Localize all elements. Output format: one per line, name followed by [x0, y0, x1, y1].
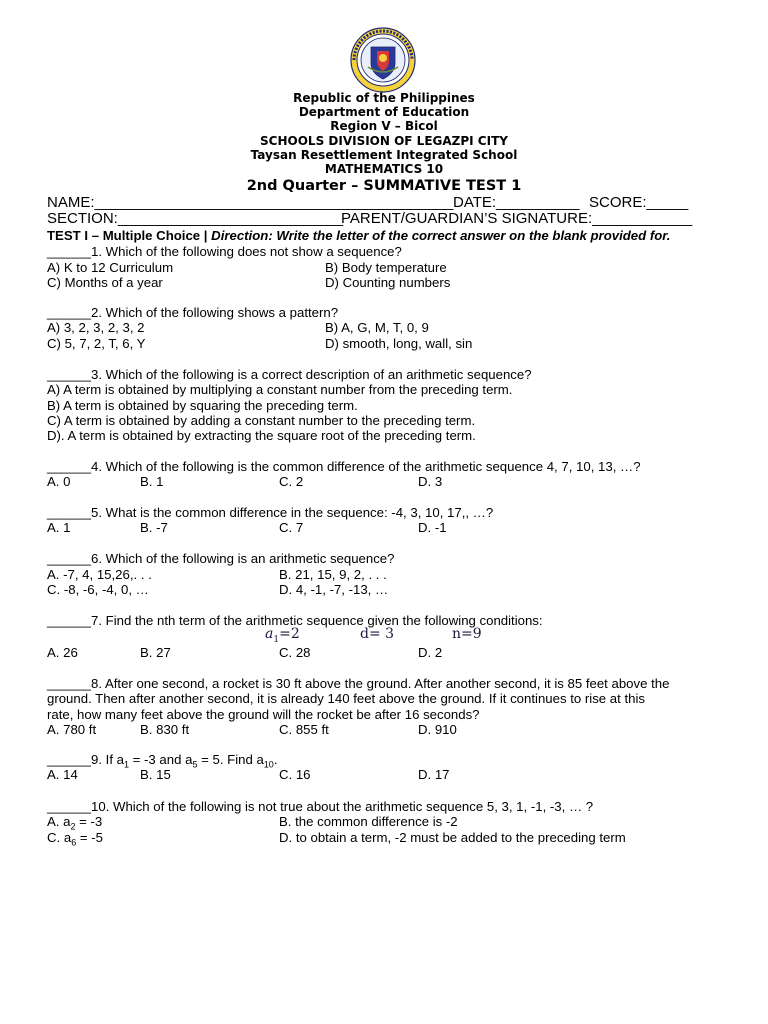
q9-text-3: = 5. Find a — [197, 752, 264, 767]
question-2: ______2. Which of the following shows a pattern? — [47, 305, 339, 320]
q9-option-d: D. 17 — [418, 767, 450, 782]
question-6: ______6. Which of the following is an arithmetic sequence? — [47, 551, 395, 566]
q7-sub: 1 — [273, 634, 280, 645]
test-title: 2nd Quarter – SUMMATIVE TEST 1 — [246, 178, 522, 194]
q10-option-d: D. to obtain a term, -2 must be added to the preceding term — [279, 830, 626, 845]
date-field[interactable]: DATE:__________ — [453, 194, 580, 211]
question-8-line3: rate, how many feet above the ground will the rocket be after 16 seconds? — [47, 707, 480, 722]
q5-option-b: B. -7 — [140, 520, 168, 535]
q1-option-b: B) Body temperature — [325, 260, 447, 275]
question-7: ______7. Find the nth term of the arithmetic sequence given the following conditions: — [47, 613, 543, 628]
header-region: Region V – Bicol — [330, 119, 438, 133]
q1-option-c: C) Months of a year — [47, 275, 163, 290]
test-direction: Direction: Write the letter of the correct answer on the blank provided for. — [211, 228, 671, 243]
q9-option-a: A. 14 — [47, 767, 78, 782]
q7-option-d: D. 2 — [418, 645, 443, 660]
q9-sub-1: 1 — [124, 759, 130, 770]
q7-option-c: C. 28 — [279, 645, 311, 660]
q7-option-a: A. 26 — [47, 645, 78, 660]
q9-sub-5: 5 — [192, 759, 198, 770]
q4-option-b: B. 1 — [140, 474, 164, 489]
q8-option-d: D. 910 — [418, 722, 457, 737]
q3-option-a: A) A term is obtained by multiplying a constant number from the preceding term. — [47, 382, 513, 397]
question-4: ______4. Which of the following is the common difference of the arithmetic sequence 4, 7, 10, 13, …? — [47, 459, 641, 474]
q6-option-a: A. -7, 4, 15,26,. . . — [47, 567, 152, 582]
question-1: ______1. Which of the following does not show a sequence? — [47, 244, 402, 259]
q10-c-text: C. a — [47, 830, 72, 845]
section-field[interactable]: SECTION:___________________________ — [47, 210, 344, 227]
q7-condition-a1 — [265, 626, 300, 645]
q9-text-2: = -3 and a — [129, 752, 193, 767]
q2-option-c: C) 5, 7, 2, T, 6, Y — [47, 336, 146, 351]
q6-option-d: D. 4, -1, -7, -13, … — [279, 582, 389, 597]
header-republic: Republic of the Philippines — [293, 91, 475, 105]
q3-option-d: D). A term is obtained by extracting the square root of the preceding term. — [47, 428, 476, 443]
q9-text-1: ______9. If a — [47, 752, 124, 767]
q10-a-sub: 2 — [70, 821, 76, 832]
q10-a-text: A. a — [47, 814, 71, 829]
header-school: Taysan Resettlement Integrated School — [250, 148, 518, 162]
q5-option-d: D. -1 — [418, 520, 447, 535]
q9-option-c: C. 16 — [279, 767, 311, 782]
test-instructions — [47, 228, 670, 243]
name-field[interactable]: NAME:___________________________________________ — [47, 194, 454, 211]
q8-option-a: A. 780 ft — [47, 722, 97, 737]
q1-option-d: D) Counting numbers — [325, 275, 451, 290]
q8-option-c: C. 855 ft — [279, 722, 329, 737]
q9-option-b: B. 15 — [140, 767, 171, 782]
question-8-line2: ground. Then after another second, it is already 140 feet above the ground. If it continues to rise at this — [47, 691, 645, 706]
question-8-line1: ______8. After one second, a rocket is 30 ft above the ground. After another second, it is 85 feet above the — [47, 676, 670, 691]
q6-option-b: B. 21, 15, 9, 2, . . . — [279, 567, 387, 582]
q1-option-a: A) K to 12 Curriculum — [47, 260, 174, 275]
q2-option-b: B) A, G, M, T, 0, 9 — [325, 320, 429, 335]
q4-option-d: D. 3 — [418, 474, 443, 489]
question-3: ______3. Which of the following is a correct description of an arithmetic sequence? — [47, 367, 532, 382]
q10-c-sub: 6 — [71, 837, 77, 848]
q10-option-b: B. the common difference is -2 — [279, 814, 458, 829]
q2-option-a: A) 3, 2, 3, 2, 3, 2 — [47, 320, 145, 335]
test-label: TEST I – Multiple Choice | — [47, 228, 208, 243]
q3-option-b: B) A term is obtained by squaring the preceding term. — [47, 398, 358, 413]
q10-c-value: = -5 — [76, 830, 103, 845]
header-division: SCHOOLS DIVISION OF LEGAZPI CITY — [260, 134, 508, 148]
q2-option-d: D) smooth, long, wall, sin — [325, 336, 473, 351]
q9-text-4: . — [273, 752, 278, 767]
deped-seal-icon — [346, 27, 420, 93]
signature-field[interactable]: PARENT/GUARDIAN’S SIGNATURE:____________ — [341, 210, 693, 227]
question-5: ______5. What is the common difference in the sequence: -4, 3, 10, 17,, …? — [47, 505, 494, 520]
q6-option-c: C. -8, -6, -4, 0, … — [47, 582, 149, 597]
q10-option-c — [47, 830, 103, 851]
score-field[interactable]: SCORE:_____ — [589, 194, 689, 211]
q5-option-a: A. 1 — [47, 520, 71, 535]
q7-val: =2 — [279, 626, 300, 642]
question-10: ______10. Which of the following is not true about the arithmetic sequence 5, 3, 1, -1, -3, … ? — [47, 799, 594, 814]
header-department: Department of Education — [298, 105, 470, 119]
q9-sub-10: 10 — [263, 759, 274, 770]
q4-option-a: A. 0 — [47, 474, 71, 489]
q10-a-value: = -3 — [75, 814, 103, 829]
q7-condition-d: d= 3 — [360, 626, 395, 642]
q5-option-c: C. 7 — [279, 520, 304, 535]
q4-option-c: C. 2 — [279, 474, 304, 489]
header-subject: MATHEMATICS 10 — [324, 162, 444, 176]
q7-option-b: B. 27 — [140, 645, 171, 660]
q8-option-b: B. 830 ft — [140, 722, 190, 737]
q7-var: a — [265, 626, 274, 642]
q3-option-c: C) A term is obtained by adding a constant number to the preceding term. — [47, 413, 476, 428]
q7-condition-n: n=9 — [452, 626, 482, 642]
